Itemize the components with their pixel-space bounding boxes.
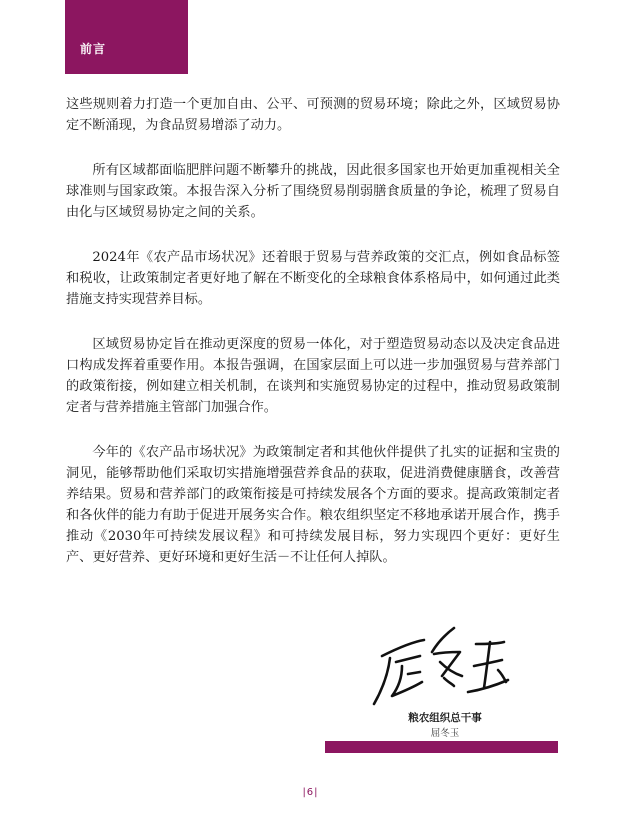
handwritten-signature [368, 622, 518, 712]
paragraph: 所有区域都面临肥胖问题不断攀升的挑战，因此很多国家也开始更加重视相关全球准则与国家政策。本报告深入分析了围绕贸易削弱膳食质量的争论，梳理了贸易自由化与区域贸易协定之间的关系。 [66, 163, 560, 220]
paragraph: 今年的《农产品市场状况》为政策制定者和其他伙伴提供了扎实的证据和宝贵的洞见，能够帮助他们采取切实措施增强营养食品的获取，促进消费健康膳食，改善营养结果。贸易和营养部门的政策衔接是可持续发展各个方面的要求。提高政策制定者和各伙伴的能力有助于促进开展务实合作。粮农组织坚定不移地承诺开展合作，携手推动《2030年可持续发展议程》和可持续发展目标，努力实现四个更好：更好生产、更好营养、更好环境和更好生活－不让任何人掉队。 [66, 445, 560, 565]
signatory-name: 屈冬玉 [430, 728, 460, 739]
body-text [66, 94, 560, 568]
section-title: 前言 [80, 42, 107, 56]
page-number: |6| [302, 787, 319, 798]
paragraph: 这些规则着力打造一个更加自由、公平、可预测的贸易环境；除此之外，区域贸易协定不断涌现，为食品贸易增添了动力。 [66, 97, 560, 133]
footer-band [325, 741, 558, 753]
signatory-title: 粮农组织总干事 [408, 712, 482, 724]
paragraph: 区域贸易协定旨在推动更深度的贸易一体化，对于塑造贸易动态以及决定食品进口构成发挥着重要作用。本报告强调，在国家层面上可以进一步加强贸易与营养部门的政策衔接，例如建立相关机制，在谈判和实施贸易协定的过程中，推动贸易政策制定者与营养措施主管部门加强合作。 [66, 337, 560, 415]
paragraph: 2024年《农产品市场状况》还着眼于贸易与营养政策的交汇点，例如食品标签和税收，让政策制定者更好地了解在不断变化的全球粮食体系格局中，如何通过此类措施支持实现营养目标。 [66, 250, 560, 307]
header-band [65, 0, 188, 74]
